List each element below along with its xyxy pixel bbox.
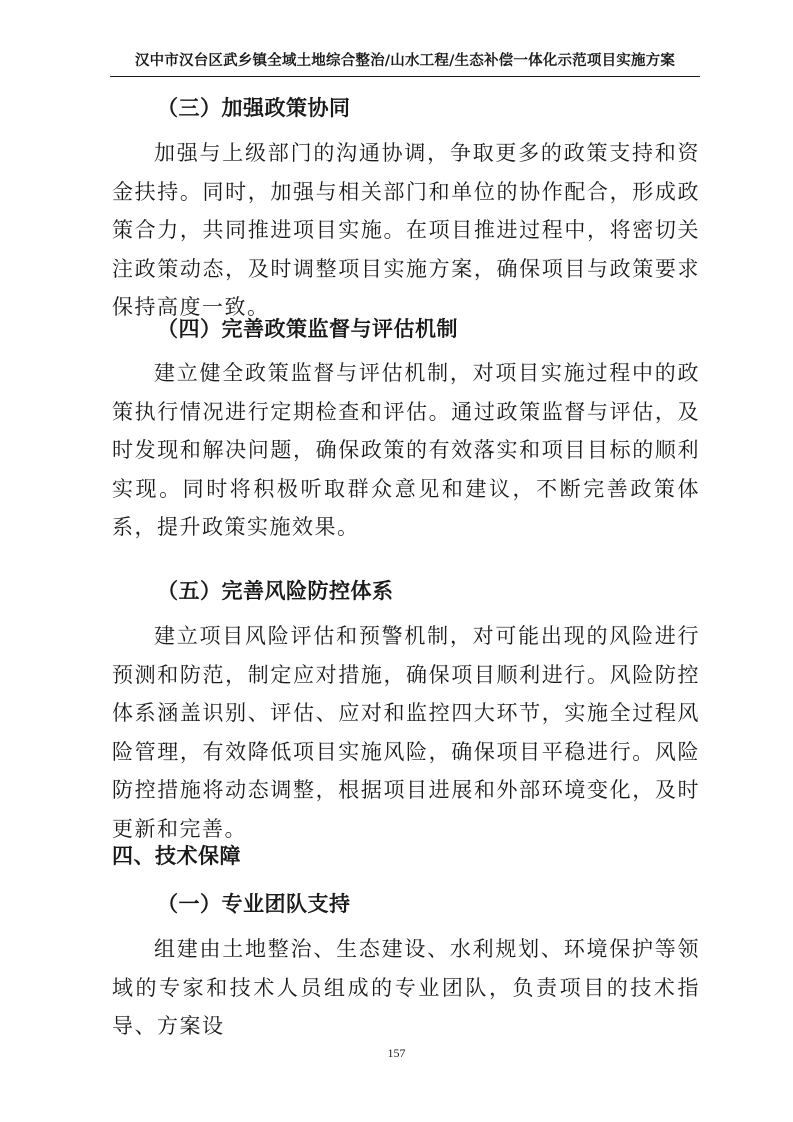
section-heading-risk-control: （五）完善风险防控体系 — [157, 579, 394, 603]
paragraph-professional-team: 组建由土地整治、生态建设、水利规划、环境保护等领域的专家和技术人员组成的专业团队，负责项目的技术指导、方案设 — [112, 937, 700, 1038]
section-heading-professional-team: （一）专业团队支持 — [157, 892, 351, 916]
paragraph-policy-supervision: 建立健全政策监督与评估机制，对项目实施过程中的政策执行情况进行定期检查和评估。通过政策监督与评估，及时发现和解决问题，确保政策的有效落实和项目目标的顺利实现。同时将积极听取群众意见和建议，不断完善政策体系，提升政策实施效果。 — [112, 361, 700, 539]
page-number: 157 — [387, 1046, 406, 1060]
section-heading-policy-coordination: （三）加强政策协同 — [157, 96, 351, 120]
paragraph-risk-control: 建立项目风险评估和预警机制，对可能出现的风险进行预测和防范，制定应对措施，确保项目顺利进行。风险防控体系涵盖识别、评估、应对和监控四大环节，实施全过程风险管理，有效降低项目实施风险，确保项目平稳进行。风险防控措施将动态调整，根据项目进展和外部环境变化，及时更新和完善。 — [112, 624, 700, 841]
chapter-heading-technical-support: 四、技术保障 — [112, 844, 241, 868]
running-header: 汉中市汉台区武乡镇全域土地综合整治/山水工程/生态补偿一体化示范项目实施方案 — [134, 53, 676, 69]
section-heading-policy-supervision: （四）完善政策监督与评估机制 — [157, 317, 458, 341]
header-divider — [110, 76, 700, 77]
paragraph-policy-coordination: 加强与上级部门的沟通协调，争取更多的政策支持和资金扶持。同时，加强与相关部门和单位的协作配合，形成政策合力，共同推进项目实施。在项目推进过程中，将密切关注政策动态，及时调整项目实施方案，确保项目与政策要求保持高度一致。 — [112, 141, 700, 319]
